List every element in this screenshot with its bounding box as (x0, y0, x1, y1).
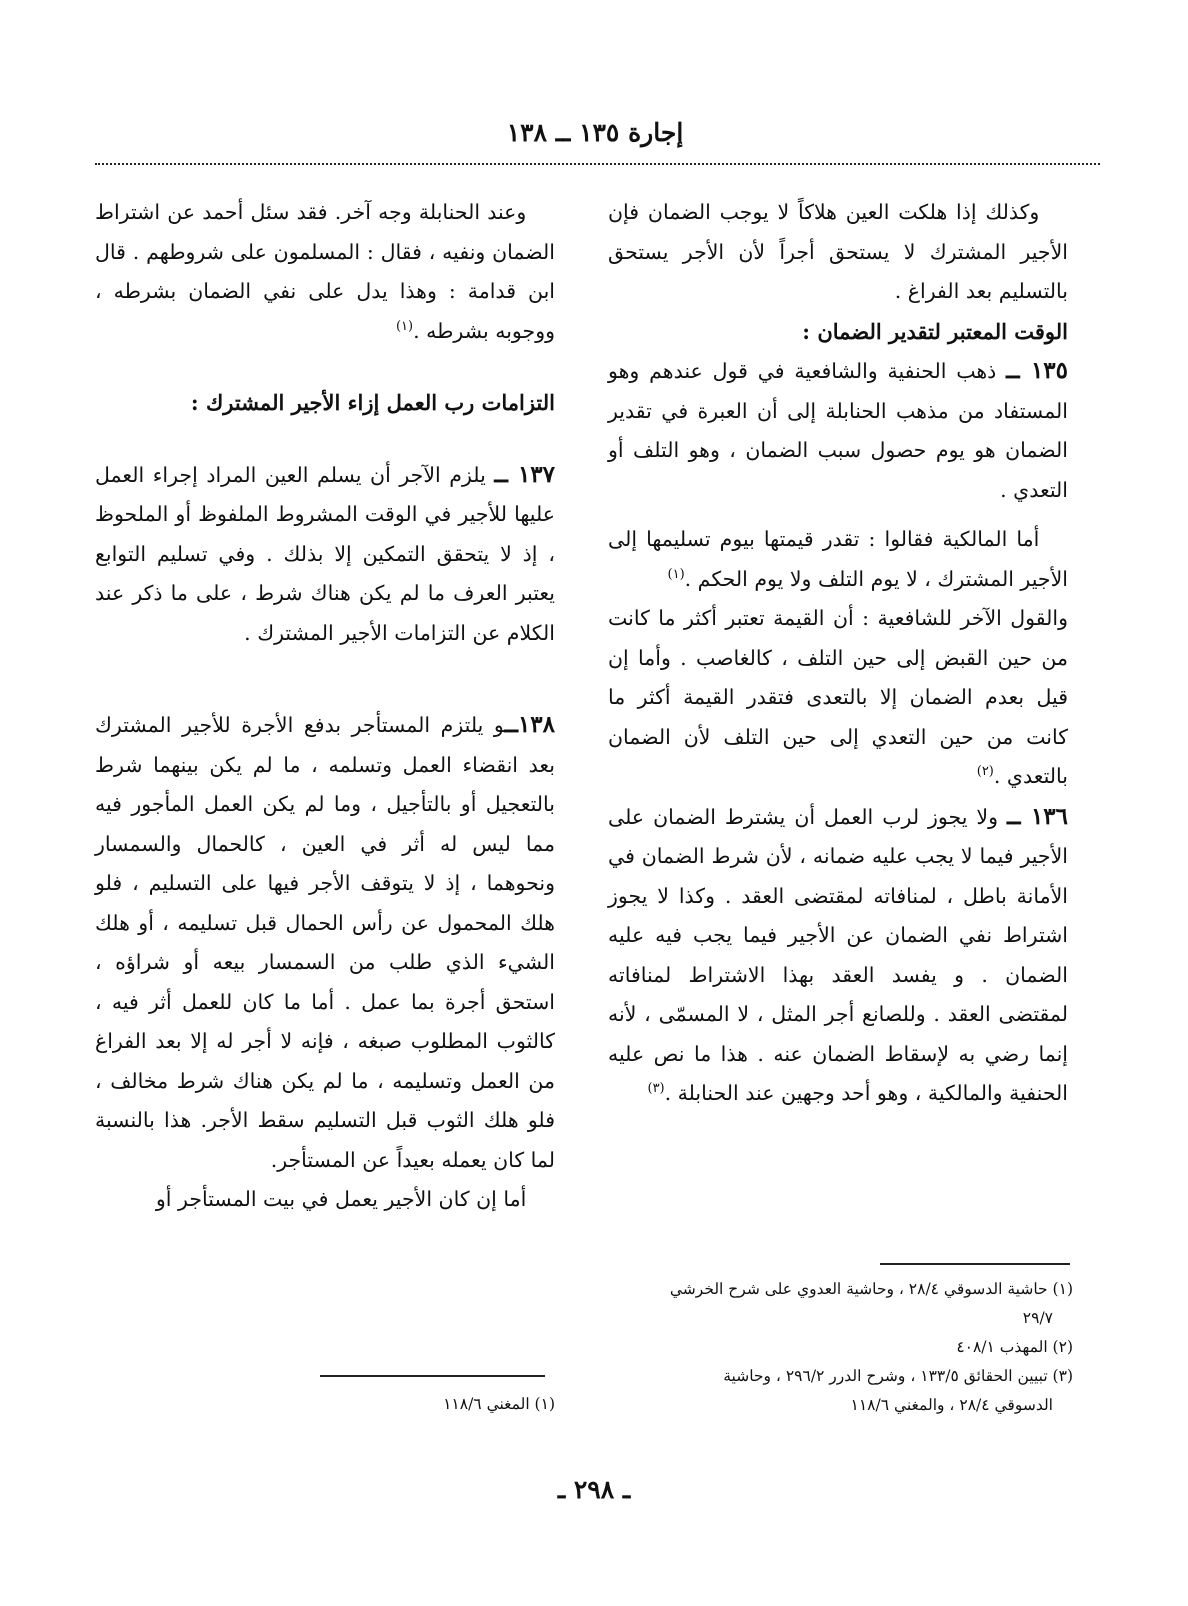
paragraph-shafii: والقول الآخر للشافعية : أن القيمة تعتبر أكثر ما كانت من حين القبض إلى حين التلف ، كالغاصب . وأما إن قيل بعدم الضمان إلا بالتعدى فتقدر القيمة أكثر ما كانت من حين التعدي إلى حين التلف لأن الضمان بالتعدي .$^{(٢)}$ (608, 606, 1068, 788)
footnote-3: (٣) تبيين الحقائق ١٣٣/٥ ، وشرح الدرر ٢٩٦/٢ ، وحاشية (723, 1367, 1073, 1385)
section-136-text: ولا يجوز لرب العمل أن يشترط الضمان على الأجير فيما لا يجب عليه ضمانه ، لأن شرط الضمان في الأمانة باطل ، لمنافاته لمقتضى العقد . وكذا لا يجوز اشتراط نفي الضمان عن الأجير فيما يجب فيه عليه الضمان . و يفسد العقد بهذا الاشتراط لمنافاته لمقتضى العقد . وللصانع أجر المثل ، لا المسمّى ، لأنه إنما رضي به لإسقاط الضمان عنه . هذا ما نص عليه الحنفية والمالكية ، وهو أحد وجهين عند الحنابلة . (608, 804, 1068, 1105)
section-135-text: ذهب الحنفية والشافعية في قول عندهم وهو المستفاد من مذهب الحنابلة إلى أن العبرة في تقدير الضمان هو يوم حصول سبب الضمان ، وهو التلف أو التعدي . (608, 359, 1068, 502)
header-dotted-rule (95, 163, 1100, 165)
paragraph-hilak: وكذلك إذا هلكت العين هلاكاً لا يوجب الضمان فإن الأجير المشترك لا يستحق أجراً لأن الأجر يستحق بالتسليم بعد الفراغ . (608, 200, 1068, 303)
footnotes-right (608, 1275, 1073, 1420)
section-135 (608, 351, 1068, 510)
section-138-text: و يلتزم المستأجر بدفع الأجرة للأجير المشترك بعد انقضاء العمل وتسلمه ، ما لم يكن بينهما شرط بالتعجيل أو بالتأجيل ، وما لم يكن العمل المأجور فيه مما ليس له أثر في العين ، كالحمال والسمسار ونحوهما ، إذ لا يتوقف الأجر فيها على التسليم ، فلو هلك المحمول عن رأس الحمال قبل تسليمه ، أو هلك الشيء الذي طلب من السمسار بيعه أو شراؤه ، استحق أجرة بما عمل . أما ما كان للعمل أثر فيه ، كالثوب المطلوب صبغه ، فإنه لا أجر له إلا بعد الفراغ من العمل وتسليمه ، ما لم يكن هناك شرط مخالف ، فلو هلك الثوب قبل التسليم سقط الأجر. هذا بالنسبة لما كان يعمله بعيداً عن المستأجر. (95, 713, 555, 1172)
footnote-ref-2: (٢) (976, 764, 994, 780)
footnote-1-continued: ٢٩/٧ (1022, 1309, 1053, 1327)
header-title: إجارة ١٣٥ ــ ١٣٨ (506, 118, 684, 147)
footnote-rule-right (880, 1263, 1070, 1265)
section-137 (95, 455, 555, 654)
footnote-ref-1: (١) (667, 566, 685, 582)
paragraph-maliki: أما المالكية فقالوا : تقدر قيمتها بيوم تسليمها إلى الأجير المشترك ، لا يوم التلف ولا يوم الحكم .$^{(١)}$ (608, 527, 1068, 591)
section-number-136: ١٣٦ ــ (1007, 802, 1068, 830)
section-number-137: ١٣٧ ــ (494, 460, 555, 488)
paragraph-continued: أما إن كان الأجير يعمل في بيت المستأجر أو (155, 1187, 527, 1211)
section-137-text: يلزم الآجر أن يسلم العين المراد إجراء العمل عليها للأجير في الوقت المشروط الملفوظ أو الملحوظ ، إذ لا يتحقق التمكين إلا بذلك . وفي تسليم التوابع يعتبر العرف ما لم يكن هناك شرط ، على ما ذكر عند الكلام عن التزامات الأجير المشترك . (95, 462, 555, 645)
footnote-rule-left (320, 1375, 545, 1377)
section-heading-timing: الوقت المعتبر لتقدير الضمان : (802, 318, 1068, 344)
footnote-1: (١) حاشية الدسوقي ٢٨/٤ ، وحاشية العدوي على شرح الخرشي (669, 1280, 1073, 1298)
section-heading-obligations: التزامات رب العمل إزاء الأجير المشترك : (190, 390, 555, 415)
paragraph-hanabila: وعند الحنابلة وجه آخر. فقد سئل أحمد عن اشتراط الضمان ونفيه ، فقال : المسلمون على شروطهم . قال ابن قدامة : وهذا يدل على نفي الضمان بشرطه ، ووجوبه بشرطه .$^{(١)}$ (95, 200, 555, 343)
footnote-ref-left-1: (١) (395, 318, 414, 334)
footnote-2: (٢) المهذب ٤٠٨/١ (956, 1338, 1073, 1356)
page-number: ـ ٢٩٨ ـ (557, 1475, 631, 1504)
footnotes-left (330, 1390, 555, 1419)
right-column (608, 193, 1068, 1114)
running-header (95, 118, 1095, 148)
footnote-3-continued: الدسوقي ٢٨/٤ ، والمغني ١١٨/٦ (850, 1396, 1053, 1414)
section-138 (95, 705, 555, 1180)
footnote-left-1: (١) المغني ١١٨/٦ (443, 1395, 555, 1413)
footnote-ref-3: (٣) (647, 1081, 665, 1097)
section-number-135: ١٣٥ ــ (1006, 357, 1068, 384)
section-136 (608, 797, 1068, 1114)
left-column (95, 193, 555, 1220)
section-number-138: ١٣٨ــ (504, 711, 555, 738)
